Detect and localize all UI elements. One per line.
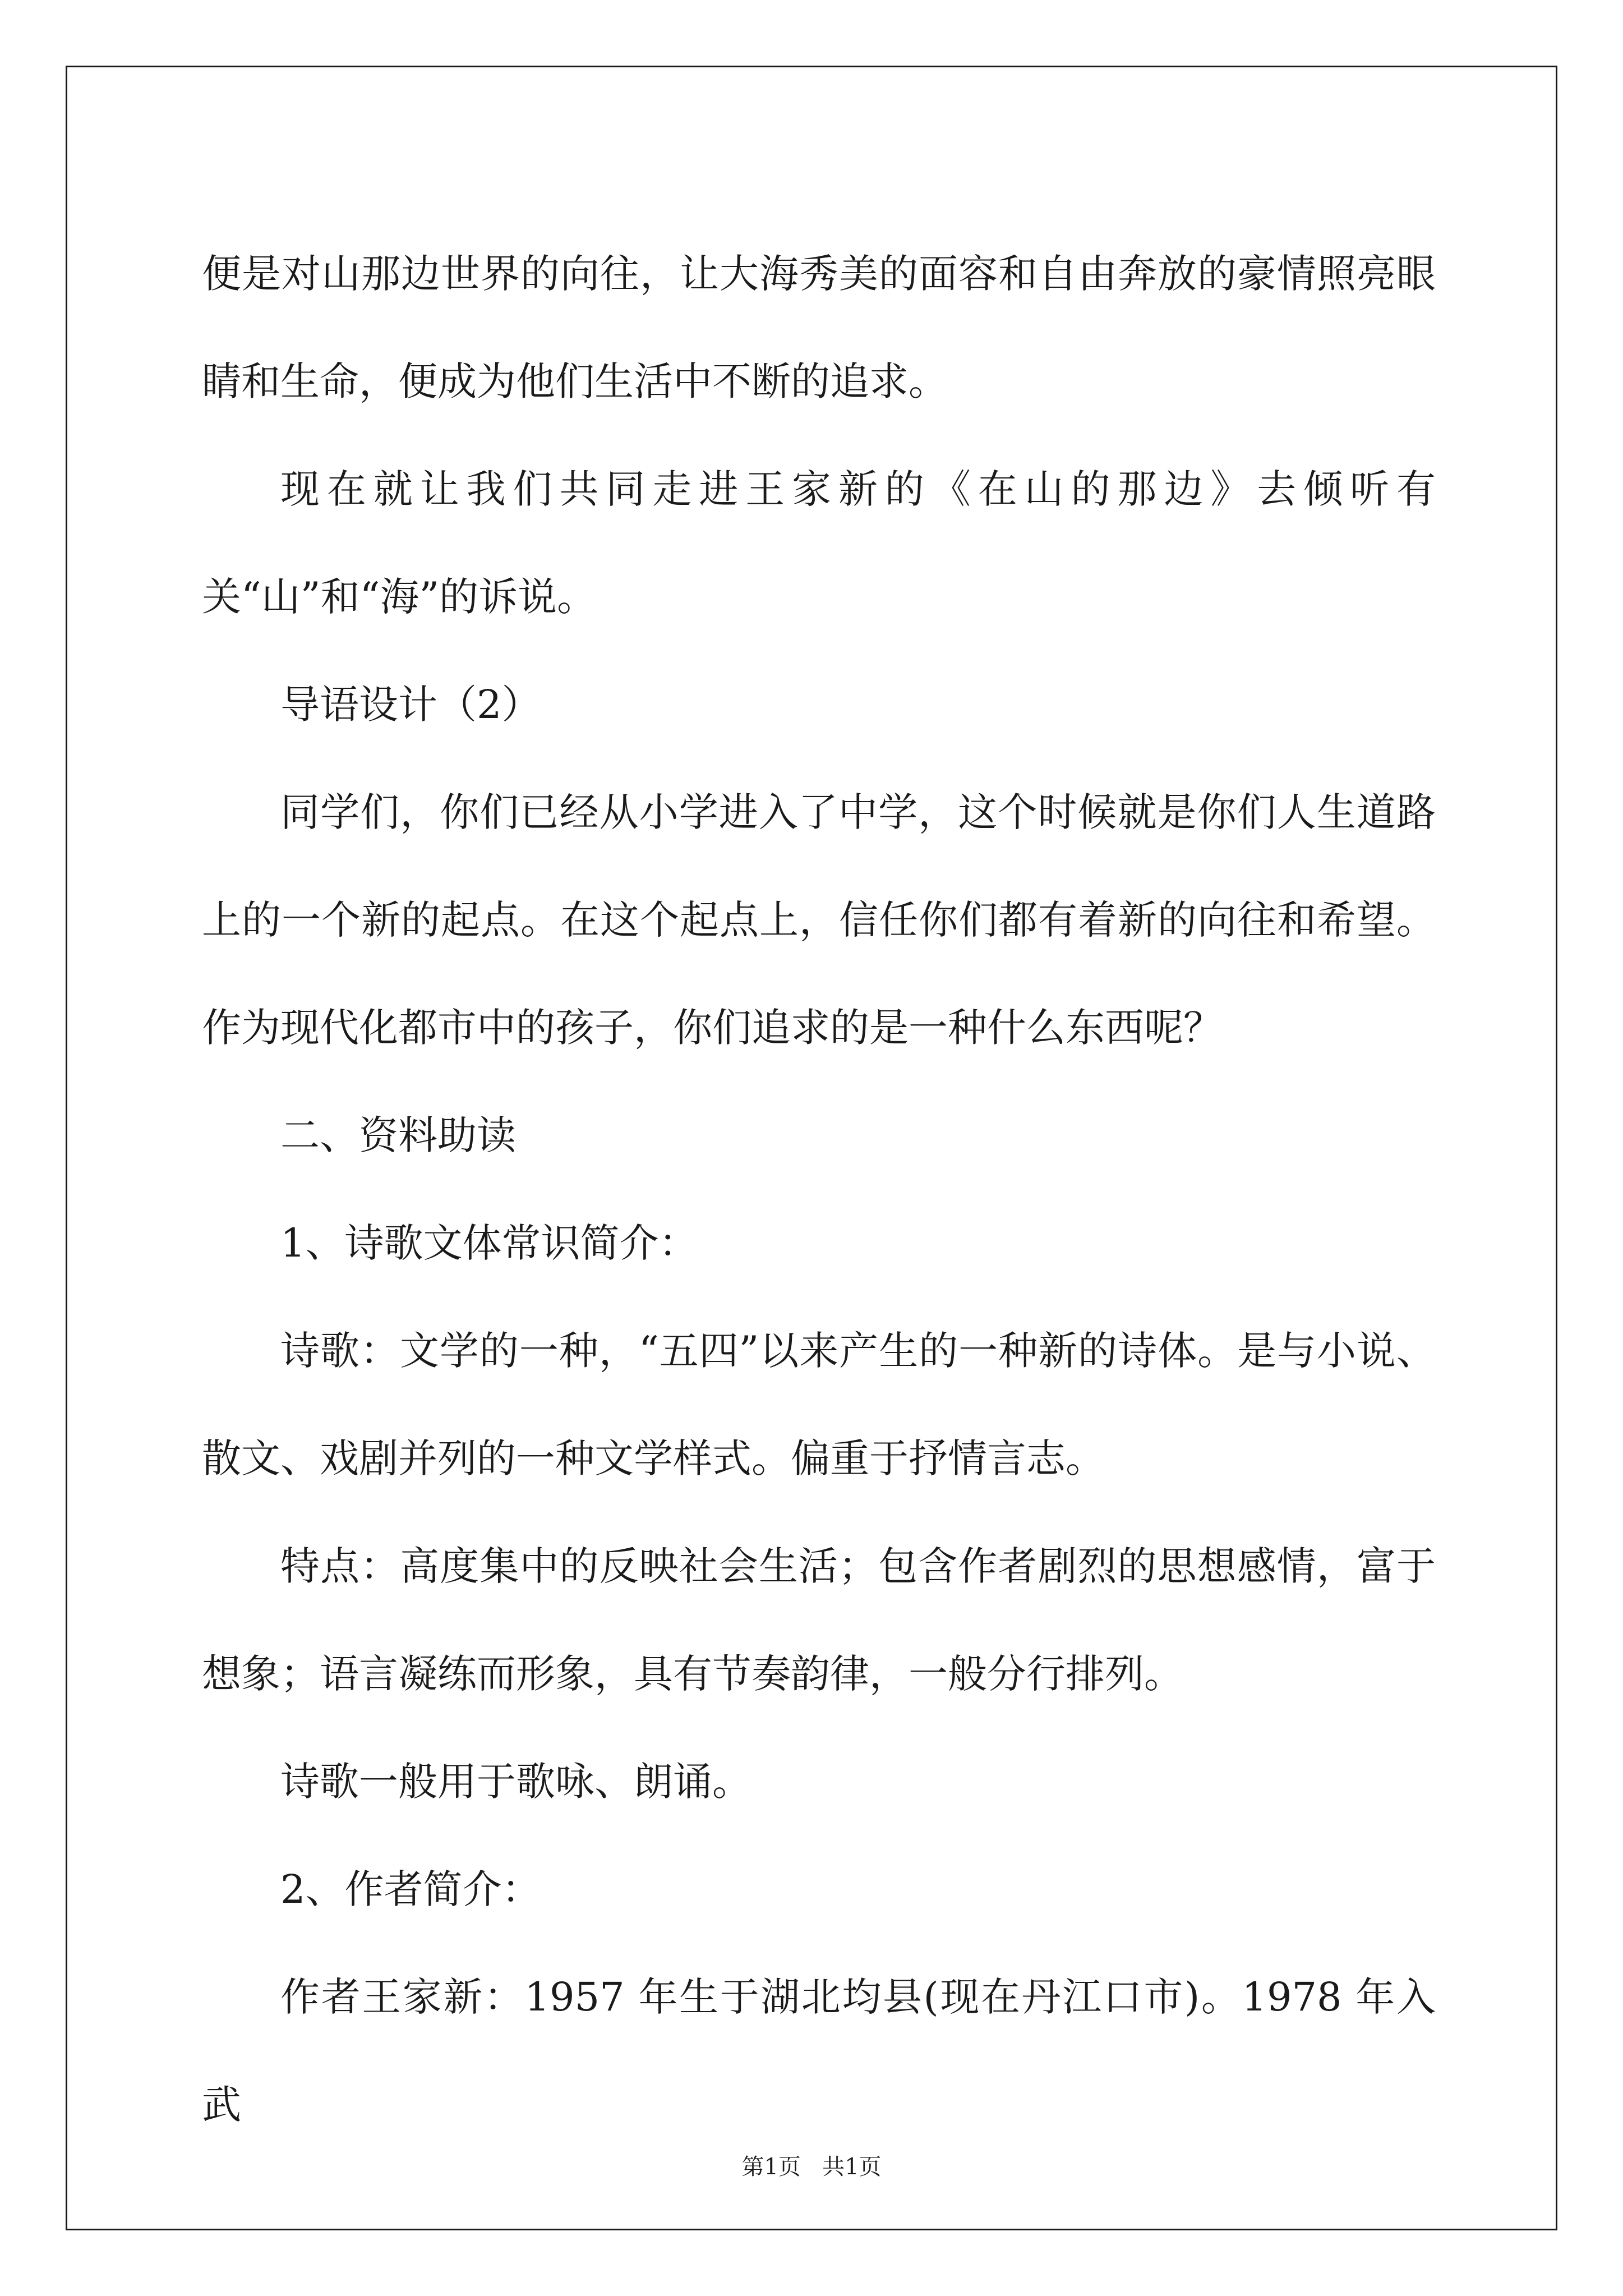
paragraph-poetry-usage: 诗歌一般用于歌咏、朗诵。 — [280, 1759, 751, 1805]
paragraph-poetry-definition: 诗歌：文学的一种，“五四”以来产生的一种新的诗体。是与小说、散文、戏剧并列的一种文学样式。偏重于抒情言志。 — [202, 1328, 1436, 1481]
paragraph-author-bio: 作者王家新：1957 年生于湖北均县(现在丹江口市)。1978 年入武 — [202, 1974, 1436, 2128]
paragraph-2: 现在就让我们共同走进王家新的《在山的那边》去倾听有关“山”和“海”的诉说。 — [202, 466, 1436, 620]
page-number: 第1页 — [741, 2154, 801, 2180]
subheading-poetry-genre: 1、诗歌文体常识简介： — [280, 1220, 698, 1266]
section-heading-materials: 二、资料助读 — [280, 1112, 516, 1158]
page-total: 共1页 — [822, 2154, 882, 2180]
document-body — [202, 220, 1436, 2159]
paragraph-3: 同学们，你们已经从小学进入了中学，这个时候就是你们人生道路上的一个新的起点。在这个起点上，信任你们都有着新的向往和希望。作为现代化都市中的孩子，你们追求的是一种什么东西呢？ — [202, 789, 1436, 1051]
section-heading-intro-2: 导语设计（2） — [280, 682, 541, 728]
subheading-author: 2、作者简介： — [280, 1866, 541, 1912]
paragraph-1: 便是对山那边世界的向往，让大海秀美的面容和自由奔放的豪情照亮眼睛和生命，便成为他们生活中不断的追求。 — [202, 251, 1436, 404]
page-footer — [0, 2153, 1623, 2181]
paragraph-poetry-features: 特点：高度集中的反映社会生活；包含作者剧烈的思想感情，富于想象；语言凝练而形象，具有节奏韵律，一般分行排列。 — [202, 1543, 1436, 1697]
